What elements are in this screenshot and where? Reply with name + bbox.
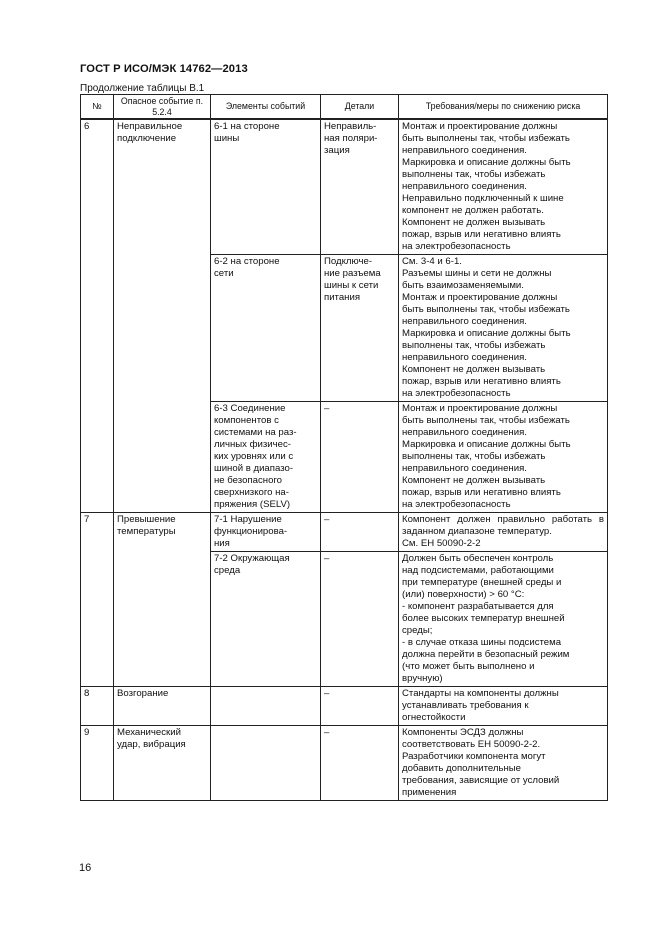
details-cell: – <box>321 726 399 801</box>
hazard-event-cell: Механический удар, вибрация <box>114 726 211 801</box>
table-row <box>81 726 608 801</box>
event-element-cell: 6-2 на стороне сети <box>211 255 321 402</box>
event-element-cell: 7-1 Нарушение функционирова- ния <box>211 513 321 552</box>
measures-cell: Компоненты ЭСДЗ должны соответствовать ЕН 50090-2-2. Разработчики компонента могут добавить дополнительные требования, зависящие от условий применения <box>399 726 608 801</box>
measures-cell <box>399 513 608 552</box>
table-header-row <box>81 95 608 120</box>
row-number: 7 <box>81 513 114 687</box>
measures-cell: Стандарты на компоненты должны устанавливать требования к огнестойкости <box>399 687 608 726</box>
table-row <box>81 119 608 255</box>
row-number: 9 <box>81 726 114 801</box>
event-element-cell <box>211 726 321 801</box>
page-number: 16 <box>79 862 92 874</box>
measures-cell: Должен быть обеспечен контроль над подсистемами, работающими при температуре (внешней среды и (или) поверхности) > 60 °С: - компонент разрабатывается для более высоких температур внешней среды; - в случае отказа шины подсистема должна перейти в безопасный режим (что может быть выполнено и вручную) <box>399 552 608 687</box>
details-cell: Подключе- ние разъема шины к сети питания <box>321 255 399 402</box>
details-cell: – <box>321 552 399 687</box>
event-element-cell: 6-1 на стороне шины <box>211 119 321 255</box>
document-code: ГОСТ Р ИСО/МЭК 14762—2013 <box>80 63 248 75</box>
column-header-hazard-event: Опасное событие п. 5.2.4 <box>114 95 211 120</box>
details-cell: – <box>321 513 399 552</box>
table-row <box>81 513 608 552</box>
hazard-event-cell: Неправильное подключение <box>114 119 211 513</box>
details-cell: Неправиль- ная поляри- зация <box>321 119 399 255</box>
row-number: 8 <box>81 687 114 726</box>
hazard-event-cell: Возгорание <box>114 687 211 726</box>
column-header-event-elements: Элементы событий <box>211 95 321 120</box>
event-element-cell: 6-3 Соединение компонентов с системами на раз- личных физичес- ких уровнях или с шиной в диапазо- не безопасного сверхнизкого на- пряжения (SELV) <box>211 402 321 513</box>
column-header-number: № <box>81 95 114 120</box>
event-element-cell <box>211 687 321 726</box>
measures-cell: Монтаж и проектирование должны быть выполнены так, чтобы избежать неправильного соединения. Маркировка и описание должны быть выполнены так, чтобы избежать неправильного соединения. Компонент не должен вызывать пожар, взрыв или негативно влиять на электробезопасность <box>399 402 608 513</box>
measures-reference: См. ЕН 50090-2-2 <box>402 538 481 549</box>
table-continuation-caption: Продолжение таблицы В.1 <box>80 83 205 94</box>
measures-text: Компонент должен правильно работать в заданном диапазоне температур. <box>402 514 604 537</box>
measures-cell: Монтаж и проектирование должны быть выполнены так, чтобы избежать неправильного соединения. Маркировка и описание должны быть выполнены так, чтобы избежать неправильного соединения. Неправильно подключенный к шине компонент не должен работать. Компонент не должен вызывать пожар, взрыв или негативно влиять на электробезопасность <box>399 119 608 255</box>
details-cell: – <box>321 402 399 513</box>
row-number: 6 <box>81 119 114 513</box>
column-header-details: Детали <box>321 95 399 120</box>
column-header-measures: Требования/меры по снижению риска <box>399 95 608 120</box>
details-cell: – <box>321 687 399 726</box>
measures-cell: См. 3-4 и 6-1. Разъемы шины и сети не должны быть взаимозаменяемыми. Монтаж и проектирование должны быть выполнены так, чтобы избежать неправильного соединения. Маркировка и описание должны быть выполнены так, чтобы избежать неправильного соединения. Компонент не должен вызывать пожар, взрыв или негативно влиять на электробезопасность <box>399 255 608 402</box>
requirements-table <box>80 94 608 801</box>
table-row <box>81 687 608 726</box>
hazard-event-cell: Превышение температуры <box>114 513 211 687</box>
event-element-cell: 7-2 Окружающая среда <box>211 552 321 687</box>
